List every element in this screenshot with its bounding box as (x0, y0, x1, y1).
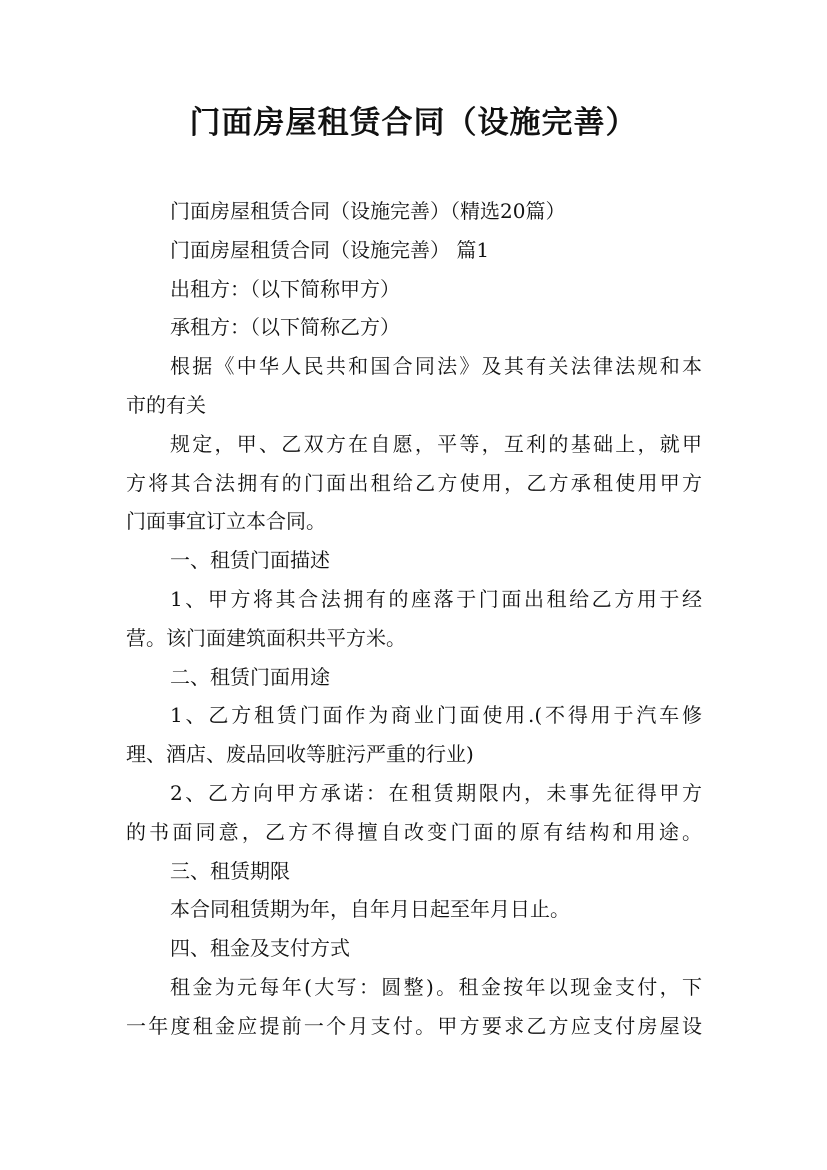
document-title: 门面房屋租赁合同（设施完善） (189, 105, 638, 141)
paragraph-line: 本合同租赁期为年，自年月日起至年月日止。 (170, 897, 570, 922)
paragraph-line: 一、租赁门面描述 (170, 548, 330, 573)
paragraph-line: 租金为元每年(大写：圆整)。租金按年以现金支付，下 (170, 974, 702, 999)
paragraph-line: 三、租赁期限 (170, 858, 290, 883)
paragraph-line: 四、租金及支付方式 (170, 936, 350, 961)
paragraph-line: 承租方：（以下简称乙方） (170, 315, 400, 340)
paragraph-line: 市的有关 (126, 392, 206, 417)
paragraph-line: 门面事宜订立本合同。 (126, 509, 326, 534)
paragraph-line: 出租方：（以下简称甲方） (170, 276, 400, 301)
paragraph-line: 门面房屋租赁合同（设施完善）（精选20篇） (170, 199, 566, 223)
paragraph-line: 营。该门面建筑面积共平方米。 (126, 625, 406, 650)
paragraph-line: 一年度租金应提前一个月支付。甲方要求乙方应支付房屋设 (126, 1013, 702, 1038)
paragraph-line: 二、租赁门面用途 (170, 664, 330, 689)
paragraph-line: 2、乙方向甲方承诺：在租赁期限内，未事先征得甲方 (170, 780, 702, 805)
paragraph-line: 1、乙方租赁门面作为商业门面使用.(不得用于汽车修 (170, 703, 702, 728)
paragraph-line: 根据《中华人民共和国合同法》及其有关法律法规和本 (170, 354, 702, 379)
paragraph-line: 1、甲方将其合法拥有的座落于门面出租给乙方用于经 (170, 586, 702, 611)
document-body (126, 192, 702, 1046)
paragraph-line: 门面房屋租赁合同（设施完善） 篇1 (170, 237, 490, 262)
paragraph-line: 的书面同意，乙方不得擅自改变门面的原有结构和用途。 (126, 819, 702, 844)
paragraph-line: 方将其合法拥有的门面出租给乙方使用，乙方承租使用甲方 (126, 470, 702, 495)
paragraph-line: 理、酒店、废品回收等脏污严重的行业) (126, 742, 474, 767)
paragraph-line: 规定，甲、乙双方在自愿，平等，互利的基础上，就甲 (170, 431, 702, 456)
